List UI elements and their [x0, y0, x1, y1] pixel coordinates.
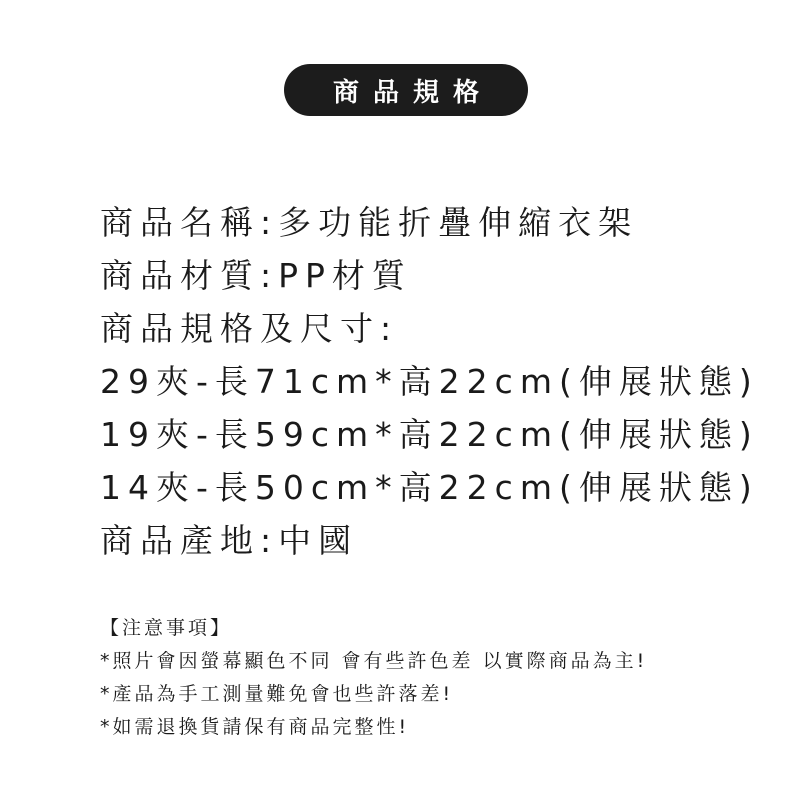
spec-product-name: 商品名稱:多功能折疊伸縮衣架 — [100, 203, 639, 242]
notes-section — [100, 612, 780, 744]
note-return-policy: *如需退換貨請保有商品完整性! — [100, 716, 410, 738]
spec-size-19: 19夾-長59cm*高22cm(伸展狀態) — [100, 415, 759, 454]
spec-material: 商品材質:PP材質 — [100, 256, 412, 295]
page-title: 商品規格 — [332, 77, 493, 108]
spec-size-29: 29夾-長71cm*高22cm(伸展狀態) — [100, 362, 759, 401]
note-color-difference: *照片會因螢幕顯色不同 會有些許色差 以實際商品為主! — [100, 650, 648, 672]
notes-heading: 【注意事項】 — [100, 617, 233, 639]
spec-size-14: 14夾-長50cm*高22cm(伸展狀態) — [100, 468, 759, 507]
spec-size-heading: 商品規格及尺寸: — [100, 309, 399, 348]
spec-list — [100, 196, 780, 567]
title-badge — [284, 64, 528, 116]
spec-origin: 商品產地:中國 — [100, 521, 359, 560]
note-measurement: *產品為手工測量難免會也些許落差! — [100, 683, 454, 705]
